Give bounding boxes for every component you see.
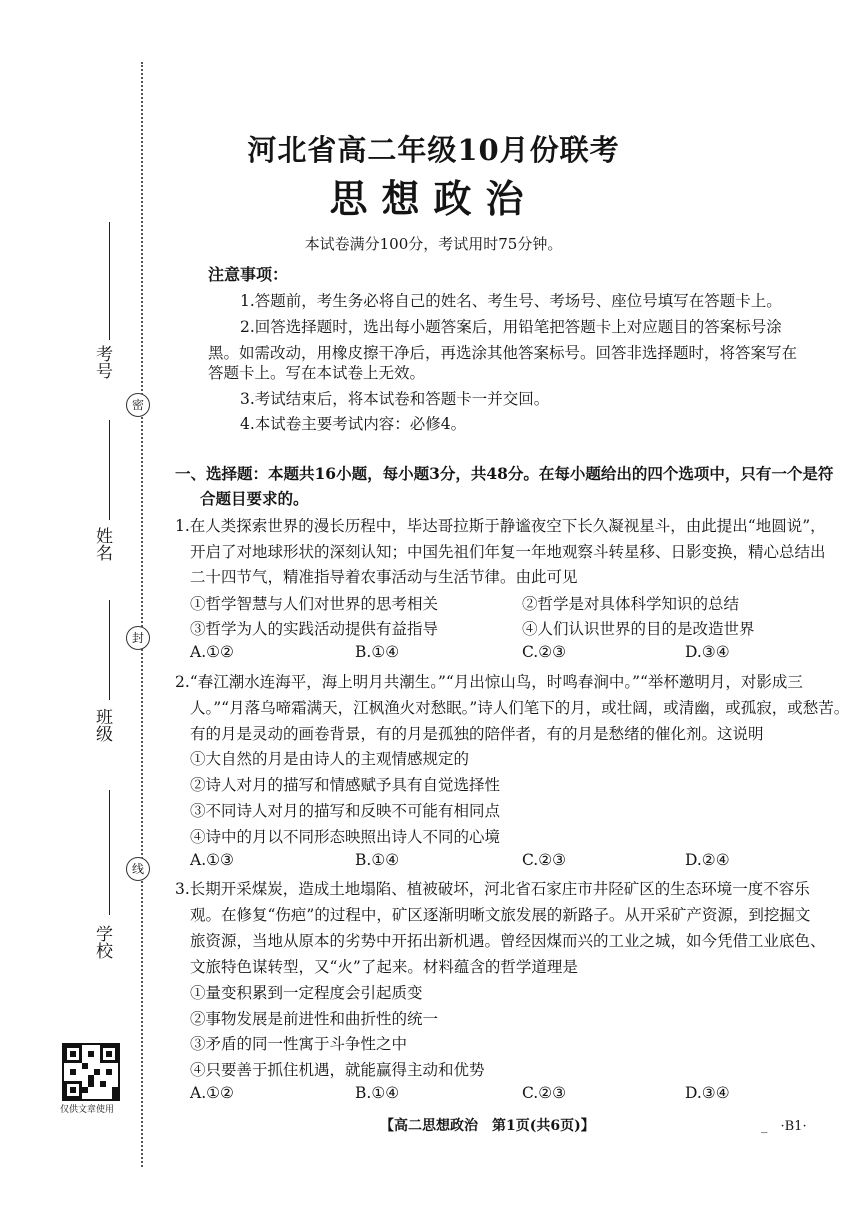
school-blank[interactable] [109, 790, 110, 915]
q3-statement-1: ①量变积累到一定程度会引起质变 [190, 984, 423, 1002]
q2-stem-3: 有的月是灵动的画卷背景，有的月是孤独的陪伴者，有的月是愁绪的催化剂。这说明 [190, 725, 764, 743]
seal-circle-3: 线 [126, 857, 150, 881]
q1-option-d[interactable]: D.③④ [685, 643, 730, 661]
q1-statement-2: ②哲学是对具体科学知识的总结 [522, 595, 740, 613]
q2-stem-2: 人。”“月落乌啼霜满天，江枫渔火对愁眠。”诗人们笔下的月，或壮阔，或清幽，或孤寂，或愁苦。 [190, 699, 850, 717]
seal-circle-1: 密 [126, 393, 150, 417]
q2-option-c[interactable]: C.②③ [522, 851, 567, 869]
q3-stem-3: 旅资源，当地从原本的劣势中开拓出新机遇。曾经因煤而兴的工业之城，如今凭借工业底色、 [190, 932, 826, 950]
note-1: 1.答题前，考生务必将自己的姓名、考生号、考场号、座位号填写在答题卡上。 [240, 292, 782, 310]
q2-statement-4: ④诗中的月以不同形态映照出诗人不同的心境 [190, 828, 501, 846]
exam-title: 河北省高二年级10月份联考 [247, 133, 620, 167]
q3-option-d[interactable]: D.③④ [685, 1084, 730, 1102]
q2-option-a[interactable]: A.①③ [190, 851, 234, 869]
note-2-cont: 黑。如需改动，用橡皮擦干净后，再选涂其他答案标号。回答非选择题时，将答案写在 [208, 344, 798, 362]
q3-option-a[interactable]: A.①② [190, 1084, 234, 1102]
exam-info: 本试卷满分100分，考试用时75分钟。 [304, 235, 563, 253]
class-blank[interactable] [109, 600, 110, 700]
subject-title: 思想政治 [329, 176, 538, 221]
qr-code-icon [62, 1043, 120, 1101]
page-footer: 【高二思想政治 第1页(共6页)】 [380, 1118, 595, 1134]
seal-circle-2: 封 [126, 626, 150, 650]
q1-statement-1: ①哲学智慧与人们对世界的思考相关 [190, 595, 439, 613]
q1-stem-3: 二十四节气，精准指导着农事活动与生活节律。由此可见 [190, 568, 578, 586]
binding-dotted-line [141, 62, 143, 1167]
q2-statement-2: ②诗人对月的描写和情感赋予具有自觉选择性 [190, 776, 501, 794]
q1-option-b[interactable]: B.①④ [355, 643, 400, 661]
qr-caption: 仅供文章使用 [60, 1105, 115, 1115]
name-blank[interactable] [109, 420, 110, 520]
section-heading-cont: 合题目要求的。 [200, 489, 309, 508]
q3-stem-1: 3.长期开采煤炭，造成土地塌陷、植被破坏，河北省石家庄市井陉矿区的生态环境一度不容乐 [175, 880, 810, 898]
name-label: 姓名 [92, 527, 112, 561]
q2-statement-1: ①大自然的月是由诗人的主观情感规定的 [190, 750, 470, 768]
q2-statement-3: ③不同诗人对月的描写和反映不可能有相同点 [190, 802, 501, 820]
q1-stem-1: 1.在人类探索世界的漫长历程中，毕达哥拉斯于静谧夜空下长久凝视星斗，由此提出“地圆说”， [175, 517, 826, 535]
q1-statement-4: ④人们认识世界的目的是改造世界 [522, 620, 755, 638]
q1-stem-2: 开启了对地球形状的深刻认知；中国先祖们年复一年地观察斗转星移、日影变换，精心总结出 [190, 543, 826, 561]
school-label: 学校 [92, 925, 112, 959]
q1-option-a[interactable]: A.①② [190, 643, 234, 661]
note-2: 2.回答选择题时，选出每小题答案后，用铅笔把答题卡上对应题目的答案标号涂 [240, 318, 782, 336]
q3-option-b[interactable]: B.①④ [355, 1084, 400, 1102]
note-3: 3.考试结束后，将本试卷和答题卡一并交回。 [240, 390, 550, 408]
exam-no-label: 考号 [92, 345, 112, 379]
q3-statement-2: ②事物发展是前进性和曲折性的统一 [190, 1010, 439, 1028]
note-4: 4.本试卷主要考试内容：必修4。 [240, 415, 467, 433]
page-code: _ ·B1· [761, 1119, 807, 1134]
q1-option-c[interactable]: C.②③ [522, 643, 567, 661]
q2-option-b[interactable]: B.①④ [355, 851, 400, 869]
notes-heading: 注意事项： [208, 265, 289, 284]
note-2-end: 答题卡上。写在本试卷上无效。 [208, 364, 426, 382]
q2-stem-1: 2.“春江潮水连海平，海上明月共潮生。”“月出惊山鸟，时鸣春涧中。”“举杯邀明月，对影成三 [175, 673, 803, 691]
q2-option-d[interactable]: D.②④ [685, 851, 730, 869]
q3-option-c[interactable]: C.②③ [522, 1084, 567, 1102]
q3-stem-2: 观。在修复“伤疤”的过程中，矿区逐渐明晰文旅发展的新路子。从开采矿产资源，到挖掘文 [190, 906, 811, 924]
q3-statement-4: ④只要善于抓住机遇，就能赢得主动和优势 [190, 1061, 485, 1079]
class-label: 班级 [92, 708, 112, 742]
section-heading: 一、选择题：本题共16小题，每小题3分，共48分。在每小题给出的四个选项中，只有一个是符 [175, 464, 834, 483]
q3-statement-3: ③矛盾的同一性寓于斗争性之中 [190, 1035, 408, 1053]
q3-stem-4: 文旅特色谋转型，又“火”了起来。材料蕴含的哲学道理是 [190, 958, 578, 976]
q1-statement-3: ③哲学为人的实践活动提供有益指导 [190, 620, 439, 638]
